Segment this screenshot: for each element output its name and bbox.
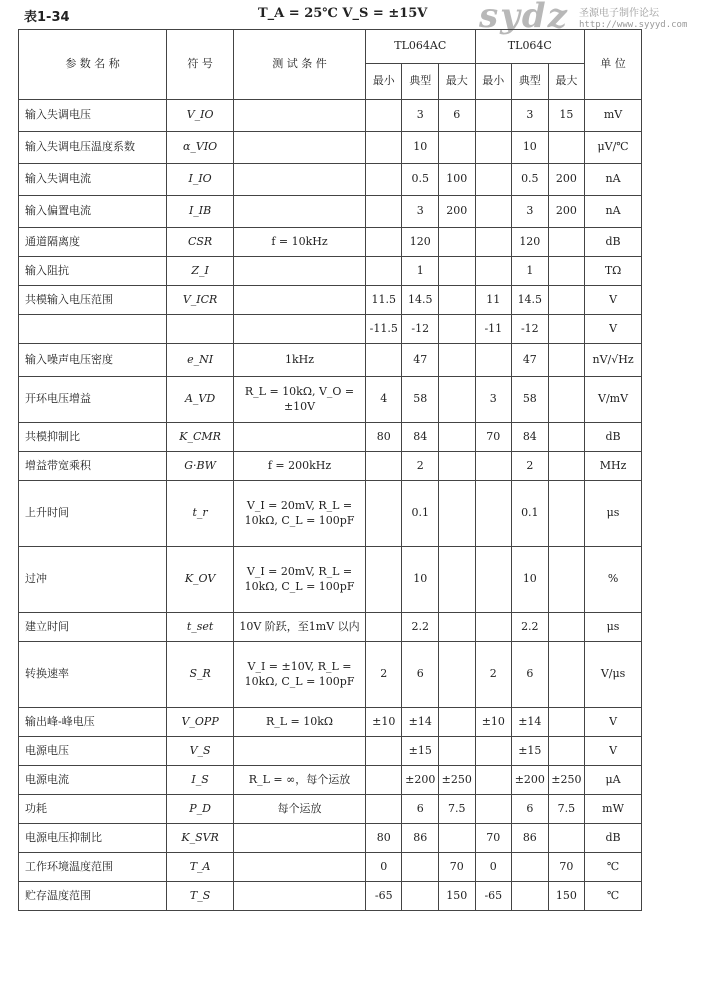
- unit-cell: V: [585, 737, 642, 766]
- value-cell: 6: [402, 795, 439, 824]
- value-cell: [475, 257, 512, 286]
- value-cell: ±250: [548, 766, 585, 795]
- test-conditions: T_A = 25℃ V_S = ±15V: [258, 6, 428, 21]
- table-row: [19, 547, 642, 613]
- table-row: [19, 196, 642, 228]
- value-cell: 0: [475, 853, 512, 882]
- condition-cell: [234, 132, 366, 164]
- unit-cell: dB: [585, 423, 642, 452]
- table-row: [19, 228, 642, 257]
- value-cell: [548, 452, 585, 481]
- value-cell: 3: [475, 377, 512, 423]
- value-cell: 6: [439, 100, 476, 132]
- param-name-cell: 输入失调电压温度系数: [19, 132, 167, 164]
- value-cell: 0.5: [402, 164, 439, 196]
- table-row: [19, 613, 642, 642]
- header-min: 最小: [365, 64, 402, 100]
- value-cell: [365, 132, 402, 164]
- condition-cell: 1kHz: [234, 344, 366, 377]
- condition-cell: [234, 423, 366, 452]
- param-name-cell: 输入阻抗: [19, 257, 167, 286]
- condition-cell: [234, 882, 366, 911]
- value-cell: ±250: [439, 766, 476, 795]
- unit-cell: V: [585, 708, 642, 737]
- param-name-cell: [19, 315, 167, 344]
- symbol-cell: K_OV: [167, 547, 234, 613]
- value-cell: [365, 452, 402, 481]
- value-cell: 1: [402, 257, 439, 286]
- value-cell: 100: [439, 164, 476, 196]
- condition-cell: R_L = 10kΩ: [234, 708, 366, 737]
- value-cell: [475, 737, 512, 766]
- value-cell: [512, 853, 549, 882]
- table-row: [19, 882, 642, 911]
- value-cell: ±10: [475, 708, 512, 737]
- symbol-cell: V_ICR: [167, 286, 234, 315]
- value-cell: [475, 795, 512, 824]
- symbol-cell: P_D: [167, 795, 234, 824]
- value-cell: [365, 257, 402, 286]
- symbol-cell: T_A: [167, 853, 234, 882]
- unit-cell: V/μs: [585, 642, 642, 708]
- value-cell: 6: [512, 795, 549, 824]
- param-name-cell: 输入失调电压: [19, 100, 167, 132]
- symbol-cell: e_NI: [167, 344, 234, 377]
- value-cell: 3: [402, 196, 439, 228]
- value-cell: -11.5: [365, 315, 402, 344]
- value-cell: 10: [512, 132, 549, 164]
- param-name-cell: 上升时间: [19, 481, 167, 547]
- header-symbol: 符 号: [167, 30, 234, 100]
- unit-cell: mW: [585, 795, 642, 824]
- value-cell: [365, 481, 402, 547]
- table-row: [19, 286, 642, 315]
- symbol-cell: α_VIO: [167, 132, 234, 164]
- value-cell: [365, 164, 402, 196]
- condition-cell: f = 10kHz: [234, 228, 366, 257]
- value-cell: 0.1: [512, 481, 549, 547]
- header-group-tl064c: TL064C: [475, 30, 585, 64]
- param-name-cell: 开环电压增益: [19, 377, 167, 423]
- value-cell: [439, 737, 476, 766]
- value-cell: 7.5: [548, 795, 585, 824]
- condition-cell: 10V 阶跃，至1mV 以内: [234, 613, 366, 642]
- value-cell: ±200: [512, 766, 549, 795]
- symbol-cell: T_S: [167, 882, 234, 911]
- value-cell: -65: [365, 882, 402, 911]
- value-cell: [548, 344, 585, 377]
- param-name-cell: 输入偏置电流: [19, 196, 167, 228]
- symbol-cell: V_S: [167, 737, 234, 766]
- unit-cell: ℃: [585, 882, 642, 911]
- value-cell: [475, 100, 512, 132]
- param-name-cell: 通道隔离度: [19, 228, 167, 257]
- value-cell: -12: [512, 315, 549, 344]
- value-cell: 47: [512, 344, 549, 377]
- param-name-cell: 输入失调电流: [19, 164, 167, 196]
- unit-cell: ℃: [585, 853, 642, 882]
- condition-cell: [234, 257, 366, 286]
- value-cell: [475, 766, 512, 795]
- value-cell: [439, 547, 476, 613]
- value-cell: [439, 452, 476, 481]
- value-cell: 6: [512, 642, 549, 708]
- table-row: [19, 452, 642, 481]
- table-row: [19, 737, 642, 766]
- condition-cell: [234, 164, 366, 196]
- value-cell: 58: [512, 377, 549, 423]
- value-cell: 70: [548, 853, 585, 882]
- value-cell: 0.1: [402, 481, 439, 547]
- value-cell: 150: [548, 882, 585, 911]
- value-cell: 14.5: [512, 286, 549, 315]
- table-row: [19, 100, 642, 132]
- value-cell: 3: [512, 100, 549, 132]
- value-cell: [548, 642, 585, 708]
- value-cell: [365, 100, 402, 132]
- watermark-url: http://www.syyyd.com: [579, 20, 688, 30]
- table-row: [19, 377, 642, 423]
- unit-cell: nA: [585, 164, 642, 196]
- param-name-cell: 共模输入电压范围: [19, 286, 167, 315]
- unit-cell: V: [585, 315, 642, 344]
- table-row: [19, 481, 642, 547]
- value-cell: 2.2: [512, 613, 549, 642]
- value-cell: [439, 708, 476, 737]
- value-cell: 84: [402, 423, 439, 452]
- table-row: [19, 824, 642, 853]
- header-param: 参 数 名 称: [19, 30, 167, 100]
- value-cell: [475, 196, 512, 228]
- value-cell: [548, 315, 585, 344]
- param-name-cell: 贮存温度范围: [19, 882, 167, 911]
- value-cell: 200: [439, 196, 476, 228]
- value-cell: [475, 547, 512, 613]
- param-name-cell: 过冲: [19, 547, 167, 613]
- value-cell: [365, 737, 402, 766]
- value-cell: [548, 708, 585, 737]
- watermark-site-name: 圣源电子制作论坛: [579, 8, 659, 19]
- unit-cell: μV/℃: [585, 132, 642, 164]
- table-body: [19, 100, 642, 911]
- unit-cell: dB: [585, 824, 642, 853]
- value-cell: 11.5: [365, 286, 402, 315]
- value-cell: [439, 377, 476, 423]
- value-cell: 47: [402, 344, 439, 377]
- value-cell: 10: [512, 547, 549, 613]
- symbol-cell: I_IO: [167, 164, 234, 196]
- header-typ: 典型: [512, 64, 549, 100]
- value-cell: [475, 228, 512, 257]
- unit-cell: μA: [585, 766, 642, 795]
- value-cell: [439, 228, 476, 257]
- value-cell: 200: [548, 196, 585, 228]
- symbol-cell: K_SVR: [167, 824, 234, 853]
- value-cell: 2: [402, 452, 439, 481]
- value-cell: [475, 164, 512, 196]
- condition-cell: R_L = 10kΩ, V_O = ±10V: [234, 377, 366, 423]
- table-row: [19, 164, 642, 196]
- value-cell: [365, 547, 402, 613]
- table-row: [19, 795, 642, 824]
- unit-cell: MHz: [585, 452, 642, 481]
- value-cell: -12: [402, 315, 439, 344]
- value-cell: 86: [512, 824, 549, 853]
- condition-cell: V_I = ±10V, R_L = 10kΩ, C_L = 100pF: [234, 642, 366, 708]
- symbol-cell: I_IB: [167, 196, 234, 228]
- value-cell: ±14: [402, 708, 439, 737]
- value-cell: 11: [475, 286, 512, 315]
- value-cell: ±15: [512, 737, 549, 766]
- condition-cell: [234, 737, 366, 766]
- param-name-cell: 功耗: [19, 795, 167, 824]
- value-cell: [548, 824, 585, 853]
- symbol-cell: V_IO: [167, 100, 234, 132]
- value-cell: [365, 613, 402, 642]
- value-cell: [365, 766, 402, 795]
- value-cell: 120: [402, 228, 439, 257]
- value-cell: [548, 132, 585, 164]
- symbol-cell: [167, 315, 234, 344]
- symbol-cell: Z_I: [167, 257, 234, 286]
- unit-cell: nV/√Hz: [585, 344, 642, 377]
- condition-cell: f = 200kHz: [234, 452, 366, 481]
- symbol-cell: A_VD: [167, 377, 234, 423]
- value-cell: [439, 344, 476, 377]
- value-cell: 7.5: [439, 795, 476, 824]
- param-name-cell: 建立时间: [19, 613, 167, 642]
- condition-cell: 每个运放: [234, 795, 366, 824]
- value-cell: 10: [402, 547, 439, 613]
- value-cell: 70: [475, 824, 512, 853]
- symbol-cell: S_R: [167, 642, 234, 708]
- param-name-cell: 电源电压抑制比: [19, 824, 167, 853]
- symbol-cell: I_S: [167, 766, 234, 795]
- value-cell: [365, 344, 402, 377]
- unit-cell: TΩ: [585, 257, 642, 286]
- value-cell: [402, 882, 439, 911]
- unit-cell: %: [585, 547, 642, 613]
- table-row: [19, 642, 642, 708]
- value-cell: [439, 481, 476, 547]
- param-name-cell: 转换速率: [19, 642, 167, 708]
- table-row: [19, 315, 642, 344]
- unit-cell: V: [585, 286, 642, 315]
- value-cell: [475, 344, 512, 377]
- value-cell: [475, 452, 512, 481]
- table-row: [19, 708, 642, 737]
- table-header: [19, 30, 642, 100]
- value-cell: [548, 228, 585, 257]
- table-number: 表1-34: [24, 10, 70, 25]
- header-group-tl064ac: TL064AC: [365, 30, 475, 64]
- unit-cell: μs: [585, 481, 642, 547]
- value-cell: 80: [365, 423, 402, 452]
- condition-cell: [234, 100, 366, 132]
- table-row: [19, 423, 642, 452]
- value-cell: [548, 737, 585, 766]
- value-cell: 14.5: [402, 286, 439, 315]
- value-cell: [439, 257, 476, 286]
- symbol-cell: G·BW: [167, 452, 234, 481]
- table-row: [19, 344, 642, 377]
- symbol-cell: CSR: [167, 228, 234, 257]
- param-name-cell: 增益带宽乘积: [19, 452, 167, 481]
- header-min: 最小: [475, 64, 512, 100]
- value-cell: 70: [475, 423, 512, 452]
- unit-cell: μs: [585, 613, 642, 642]
- value-cell: 15: [548, 100, 585, 132]
- condition-cell: V_I = 20mV, R_L = 10kΩ, C_L = 100pF: [234, 481, 366, 547]
- value-cell: 3: [512, 196, 549, 228]
- value-cell: [365, 196, 402, 228]
- value-cell: 3: [402, 100, 439, 132]
- value-cell: -65: [475, 882, 512, 911]
- value-cell: 2: [365, 642, 402, 708]
- value-cell: [439, 824, 476, 853]
- spec-table: [18, 29, 642, 911]
- value-cell: 0.5: [512, 164, 549, 196]
- unit-cell: dB: [585, 228, 642, 257]
- condition-cell: R_L = ∞，每个运放: [234, 766, 366, 795]
- value-cell: 2: [475, 642, 512, 708]
- value-cell: 150: [439, 882, 476, 911]
- condition-cell: [234, 853, 366, 882]
- value-cell: [402, 853, 439, 882]
- value-cell: ±10: [365, 708, 402, 737]
- value-cell: ±14: [512, 708, 549, 737]
- value-cell: 200: [548, 164, 585, 196]
- value-cell: 84: [512, 423, 549, 452]
- header-unit: 单 位: [585, 30, 642, 100]
- value-cell: 120: [512, 228, 549, 257]
- value-cell: [548, 377, 585, 423]
- value-cell: 1: [512, 257, 549, 286]
- table-row: [19, 766, 642, 795]
- value-cell: [548, 286, 585, 315]
- value-cell: [365, 795, 402, 824]
- value-cell: [439, 315, 476, 344]
- value-cell: 2.2: [402, 613, 439, 642]
- symbol-cell: t_set: [167, 613, 234, 642]
- symbol-cell: t_r: [167, 481, 234, 547]
- value-cell: 0: [365, 853, 402, 882]
- param-name-cell: 输出峰-峰电压: [19, 708, 167, 737]
- symbol-cell: V_OPP: [167, 708, 234, 737]
- condition-cell: [234, 824, 366, 853]
- condition-cell: [234, 196, 366, 228]
- value-cell: 4: [365, 377, 402, 423]
- value-cell: [548, 613, 585, 642]
- value-cell: [439, 286, 476, 315]
- header-condition: 测 试 条 件: [234, 30, 366, 100]
- header-max: 最大: [548, 64, 585, 100]
- table-row: [19, 257, 642, 286]
- value-cell: 70: [439, 853, 476, 882]
- value-cell: [548, 547, 585, 613]
- value-cell: ±15: [402, 737, 439, 766]
- param-name-cell: 工作环境温度范围: [19, 853, 167, 882]
- value-cell: 2: [512, 452, 549, 481]
- param-name-cell: 输入噪声电压密度: [19, 344, 167, 377]
- value-cell: [475, 613, 512, 642]
- value-cell: -11: [475, 315, 512, 344]
- value-cell: [439, 642, 476, 708]
- condition-cell: [234, 315, 366, 344]
- value-cell: 80: [365, 824, 402, 853]
- table-row: [19, 853, 642, 882]
- value-cell: ±200: [402, 766, 439, 795]
- value-cell: [439, 132, 476, 164]
- watermark-logo: sydz: [479, 0, 569, 36]
- value-cell: 10: [402, 132, 439, 164]
- unit-cell: nA: [585, 196, 642, 228]
- value-cell: [475, 132, 512, 164]
- header-max: 最大: [439, 64, 476, 100]
- value-cell: [548, 423, 585, 452]
- unit-cell: mV: [585, 100, 642, 132]
- condition-cell: V_I = 20mV, R_L = 10kΩ, C_L = 100pF: [234, 547, 366, 613]
- unit-cell: V/mV: [585, 377, 642, 423]
- value-cell: 58: [402, 377, 439, 423]
- condition-cell: [234, 286, 366, 315]
- table-row: [19, 132, 642, 164]
- value-cell: [512, 882, 549, 911]
- header-typ: 典型: [402, 64, 439, 100]
- value-cell: [475, 481, 512, 547]
- value-cell: 86: [402, 824, 439, 853]
- value-cell: [548, 257, 585, 286]
- param-name-cell: 电源电压: [19, 737, 167, 766]
- value-cell: [548, 481, 585, 547]
- param-name-cell: 电源电流: [19, 766, 167, 795]
- value-cell: 6: [402, 642, 439, 708]
- value-cell: [439, 423, 476, 452]
- value-cell: [365, 228, 402, 257]
- value-cell: [439, 613, 476, 642]
- symbol-cell: K_CMR: [167, 423, 234, 452]
- param-name-cell: 共模抑制比: [19, 423, 167, 452]
